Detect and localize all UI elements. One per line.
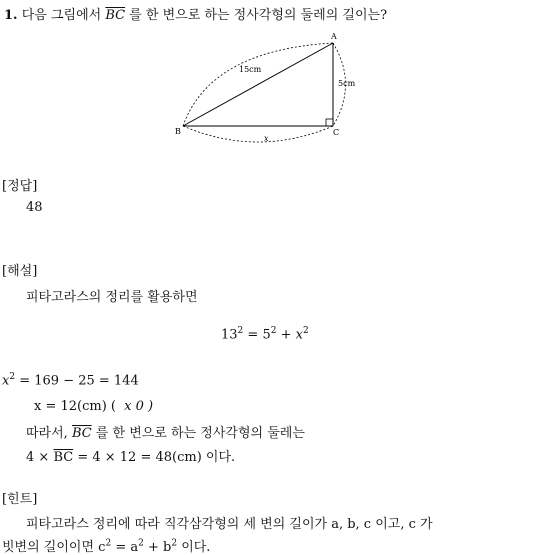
question-segment: $\overline{BC}$	[105, 8, 126, 23]
line2-x: x	[2, 373, 10, 389]
solution-line4	[26, 422, 305, 441]
line3-part-b: x 0 )	[124, 399, 154, 414]
hint-exp-1: 2	[105, 538, 112, 549]
solution-line2	[2, 372, 139, 388]
line5-pre: 4 ×	[26, 450, 50, 465]
hint-exp-3: 2	[171, 538, 178, 549]
vertex-a-label: A	[331, 32, 337, 41]
solution-line5	[26, 446, 235, 465]
solution-line3	[34, 399, 153, 414]
side-ac-label: 5cm	[338, 79, 356, 88]
line2-exp: 2	[9, 372, 16, 382]
line3-part-a: x = 12(cm) (	[34, 399, 116, 414]
question-text-post: 를 한 변으로 하는 정사각형의 둘레의 길이는?	[129, 8, 388, 23]
line5-post: = 4 × 12 = 48(cm) 이다.	[77, 450, 236, 465]
hint-line2-pre: 빗변의 길이이면 c	[2, 540, 106, 555]
line4-pre: 따라서,	[26, 426, 68, 441]
eq-thirteen: 13	[221, 327, 238, 343]
eq-exp-1: 2	[237, 326, 244, 336]
side-bc-label: x	[264, 134, 269, 143]
answer-header: [정답]	[2, 179, 38, 194]
solution-equation: $13^2 = 5^2 + x^2$	[221, 326, 309, 343]
question-text-pre: 다음 그림에서	[21, 8, 102, 23]
line2-rest: = 169 − 25 = 144	[19, 373, 139, 389]
eq-five: 5	[262, 327, 271, 343]
question	[4, 4, 387, 23]
solution-header: [해설]	[2, 264, 38, 279]
hypotenuse-label: 15cm	[239, 65, 262, 74]
line4-segment: $\overline{BC}$	[71, 426, 92, 441]
solution-line1: 피타고라스의 정리를 활용하면	[26, 290, 198, 305]
hint-line2-post: 이다.	[177, 540, 211, 555]
edge-ab	[183, 43, 333, 126]
hint-line2-mid2: + b	[143, 540, 172, 555]
eq-x: x	[295, 327, 303, 343]
hint-line1: 피타고라스 정리에 따라 직각삼각형의 세 변의 길이가 a, b, c 이고, c 가	[26, 517, 433, 532]
line4-post: 를 한 변으로 하는 정사각형의 둘레는	[95, 426, 305, 441]
vertex-b-label: B	[175, 127, 181, 136]
arc-bc	[183, 126, 333, 142]
triangle-figure	[0, 28, 535, 178]
hint-line2-mid: = a	[111, 540, 139, 555]
answer-value: 48	[26, 200, 43, 215]
hint-line2	[2, 536, 210, 555]
right-angle-mark	[326, 119, 333, 126]
eq-exp-2: 2	[270, 326, 277, 336]
hint-header: [힌트]	[2, 492, 38, 507]
vertex-c-label: C	[333, 128, 340, 137]
problem-number: 1.	[4, 8, 18, 23]
line5-segment: $\overline{BC}$	[53, 450, 74, 465]
eq-exp-3: 2	[302, 326, 309, 336]
hint-exp-2: 2	[138, 538, 144, 549]
